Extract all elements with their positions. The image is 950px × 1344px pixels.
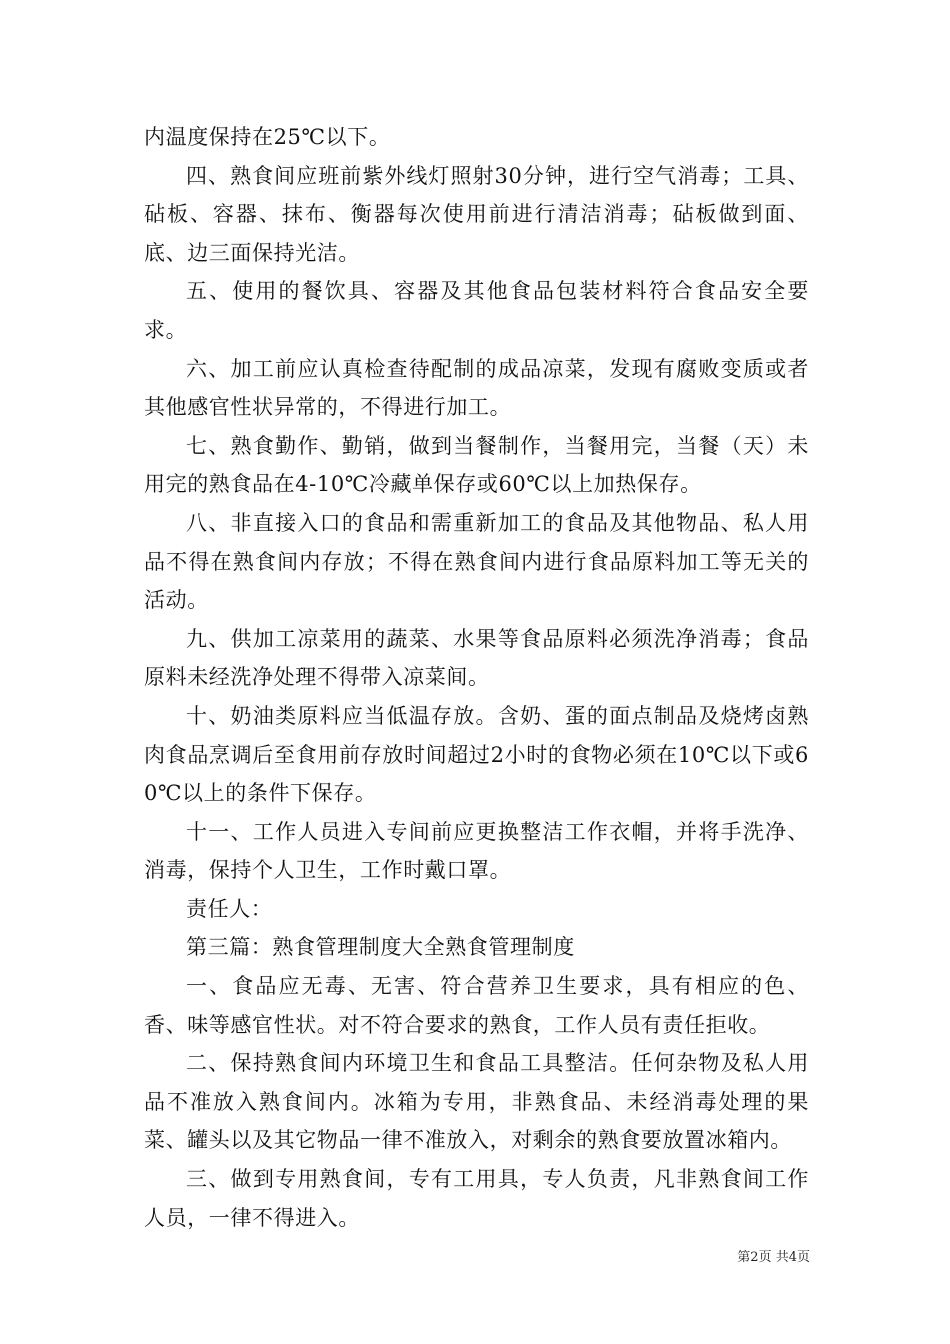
responsible-person-line: 责任人：: [186, 896, 273, 921]
paragraph-continuation: 内温度保持在25℃以下。: [144, 125, 391, 149]
paragraph-section3-item-2: 二、保持熟食间内环境卫生和食品工具整洁。任何杂物及私人用品不准放入熟食间内。冰箱为专用，非熟食品、未经消毒处理的果菜、罐头以及其它物品一律不准放入，对剩余的熟食要放置冰箱内。: [144, 1051, 809, 1153]
paragraph-section3-item-3: 三、做到专用熟食间，专有工用具，专人负责，凡非熟食间工作人员，一律不得进入。: [144, 1167, 809, 1230]
paragraph-item-8: 八、非直接入口的食品和需重新加工的食品及其他物品、私人用品不得在熟食间内存放；不得在熟食间内进行食品原料加工等无关的活动。: [144, 510, 809, 613]
paragraph-section3-item-1: 一、食品应无毒、无害、符合营养卫生要求，具有相应的色、香、味等感官性状。对不符合要求的熟食，工作人员有责任拒收。: [144, 974, 809, 1037]
paragraph-item-6: 六、加工前应认真检查待配制的成品凉菜，发现有腐败变质或者其他感官性状异常的，不得进行加工。: [144, 356, 809, 420]
total-pages-number: 4: [788, 1250, 797, 1265]
paragraph-item-11: 十一、工作人员进入专间前应更换整洁工作衣帽，并将手洗净、消毒，保持个人卫生，工作时戴口罩。: [144, 819, 809, 883]
current-page-number: 2: [750, 1250, 759, 1265]
document-body: [144, 118, 809, 1237]
paragraph-item-5: 五、使用的餐饮具、容器及其他食品包装材料符合食品安全要求。: [144, 279, 809, 342]
paragraph-item-10: 十、奶油类原料应当低温存放。含奶、蛋的面点制品及烧烤卤熟肉食品烹调后至食用前存放时间超过2小时的食物必须在10℃以下或60℃以上的条件下保存。: [144, 703, 809, 806]
paragraph-item-9: 九、供加工凉菜用的蔬菜、水果等食品原料必须洗净消毒；食品原料未经洗净处理不得带入凉菜间。: [144, 626, 809, 690]
page-middle-text: 页 共: [758, 1250, 789, 1265]
page-number-footer: [700, 1246, 810, 1265]
paragraph-item-7: 七、熟食勤作、勤销，做到当餐制作，当餐用完，当餐（天）未用完的熟食品在4-10℃冷藏单保存或60℃以上加热保存。: [144, 433, 809, 497]
page-prefix: 第: [737, 1250, 751, 1265]
paragraph-item-4: 四、熟食间应班前紫外线灯照射30分钟，进行空气消毒；工具、砧板、容器、抹布、衡器每次使用前进行清洁消毒；砧板做到面、底、边三面保持光洁。: [144, 163, 809, 265]
page-suffix: 页: [796, 1250, 810, 1265]
section-heading: 第三篇：熟食管理制度大全熟食管理制度: [186, 935, 575, 960]
